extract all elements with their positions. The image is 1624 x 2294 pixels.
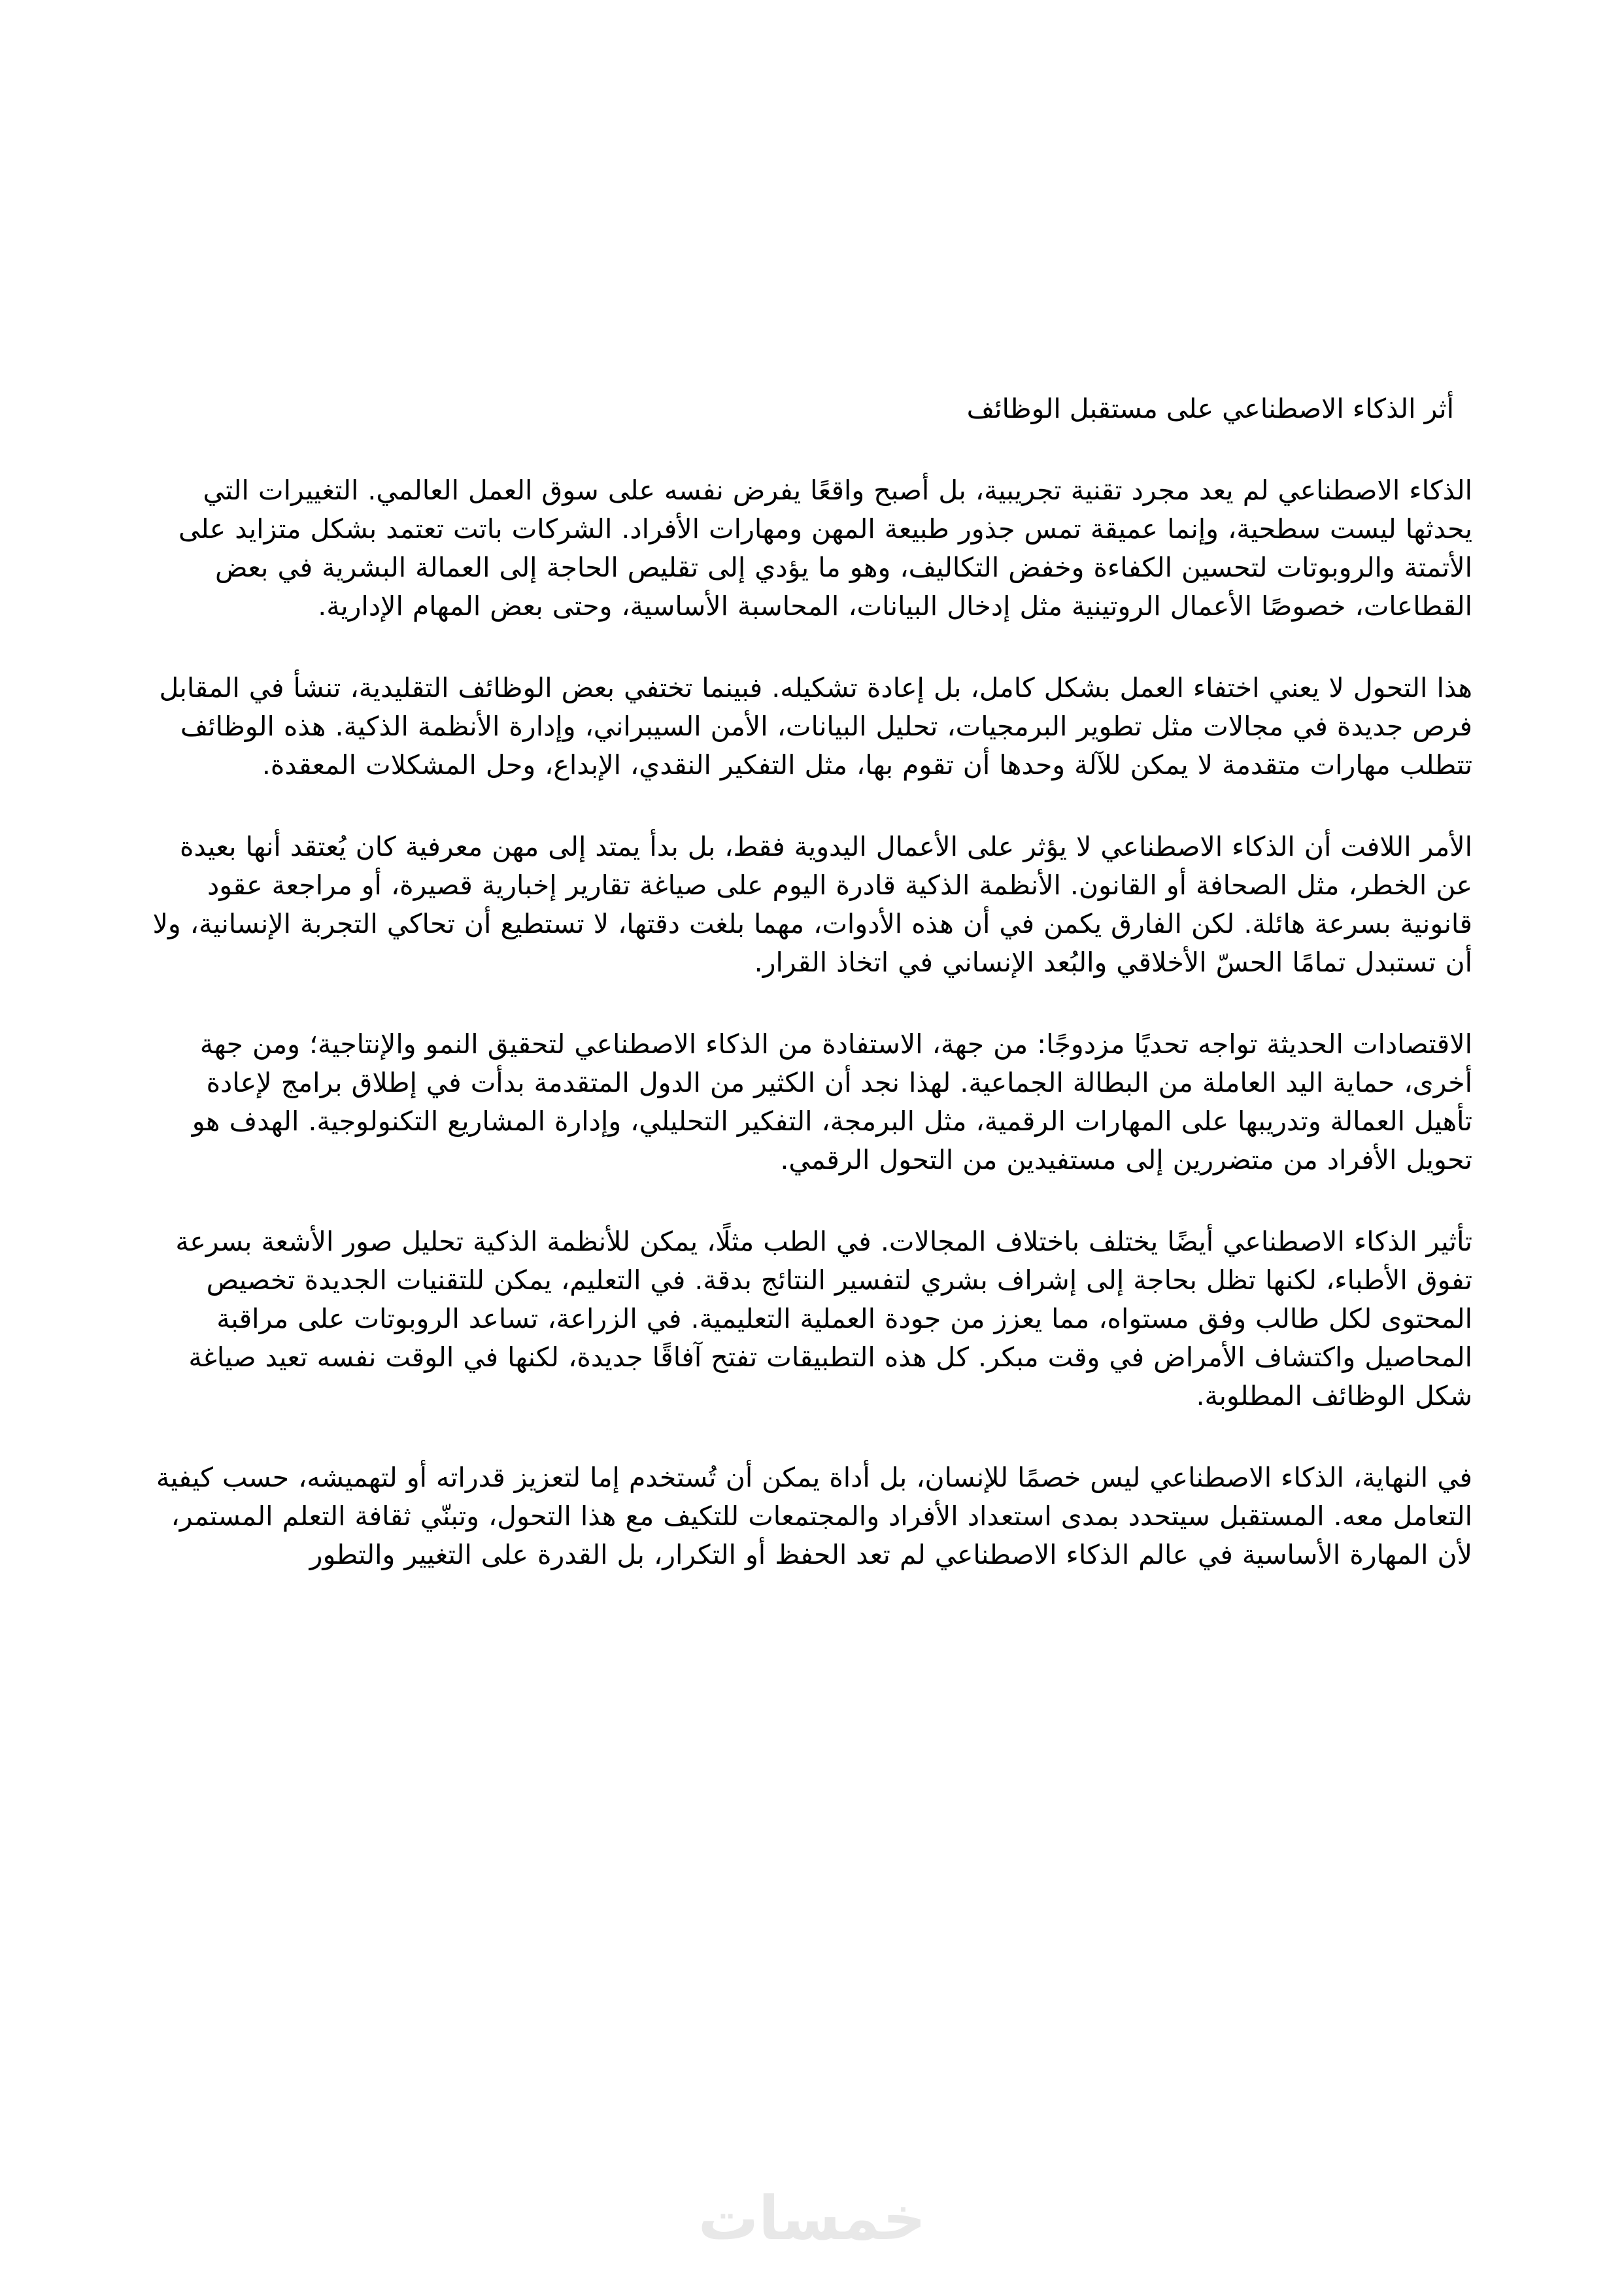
paragraph-conclusion: في النهاية، الذكاء الاصطناعي ليس خصمًا للإنسان، بل أداة يمكن أن تُستخدم إما لتعزيز قدراته أو لتهميشه، حسب كيفية التعامل معه. المستقبل سيتحدد بمدى استعداد الأفراد والمجتمعات للتكيف مع هذا التحول، وتبنّي ثقافة التعلم المستمر، لأن المهارة الأساسية في عالم الذكاء الاصطناعي لم تعد الحفظ أو التكرار، بل القدرة على التغيير والتطور [156,1462,1472,1570]
paragraph-ai-reality: الذكاء الاصطناعي لم يعد مجرد تقنية تجريبية، بل أصبح واقعًا يفرض نفسه على سوق العمل العالمي. التغييرات التي يحدثها ليست سطحية، وإنما عميقة تمس جذور طبيعة المهن ومهارات الأفراد. الشركات باتت تعتمد بشكل متزايد على الأتمتة والروبوتات لتحسين الكفاءة وخفض التكاليف، وهو ما يؤدي إلى تقليص الحاجة إلى العمالة البشرية في بعض القطاعات، خصوصًا الأعمال الروتينية مثل إدخال البيانات، المحاسبة الأساسية، وحتى بعض المهام الإدارية. [178,475,1472,622]
paragraph-sector-differences: تأثير الذكاء الاصطناعي أيضًا يختلف باختلاف المجالات. في الطب مثلًا، يمكن للأنظمة الذكية تحليل صور الأشعة بسرعة تفوق الأطباء، لكنها تظل بحاجة إلى إشراف بشري لتفسير النتائج بدقة. في التعليم، يمكن للتقنيات الجديدة تخصيص المحتوى لكل طالب وفق مستواه، مما يعزز من جودة العملية التعليمية. في الزراعة، تساعد الروبوتات على مراقبة المحاصيل واكتشاف الأمراض في وقت مبكر. كل هذه التطبيقات تفتح آفاقًا جديدة، لكنها في الوقت نفسه تعيد صياغة شكل الوظائف المطلوبة. [175,1226,1472,1411]
paragraph-economies-dual-challenge: الاقتصادات الحديثة تواجه تحديًا مزدوجًا: من جهة، الاستفادة من الذكاء الاصطناعي لتحقيق النمو والإنتاجية؛ ومن جهة أخرى، حماية اليد العاملة من البطالة الجماعية. لهذا نجد أن الكثير من الدول المتقدمة بدأت في إطلاق برامج لإعادة تأهيل العمالة وتدريبها على المهارات الرقمية، مثل البرمجة، التفكير التحليلي، وإدارة المشاريع التكنولوجية. الهدف هو تحويل الأفراد من متضررين إلى مستفيدين من التحول الرقمي. [192,1028,1472,1175]
paragraph-knowledge-professions: الأمر اللافت أن الذكاء الاصطناعي لا يؤثر على الأعمال اليدوية فقط، بل بدأ يمتد إلى مهن معرفية كان يُعتقد أنها بعيدة عن الخطر، مثل الصحافة أو القانون. الأنظمة الذكية قادرة اليوم على صياغة تقارير إخبارية قصيرة، أو مراجعة عقود قانونية بسرعة هائلة. لكن الفارق يكمن في أن هذه الأدوات، مهما بلغت دقتها، لا تستطيع أن تحاكي التجربة الإنسانية، ولا أن تستبدل تمامًا الحسّ الأخلاقي والبُعد الإنساني في اتخاذ القرار. [152,831,1472,978]
khamsat-watermark: خمسات [698,2184,926,2253]
document-title: أثر الذكاء الاصطناعي على مستقبل الوظائف [966,393,1454,424]
document-body [152,390,1472,1617]
paragraph-work-reshaping: هذا التحول لا يعني اختفاء العمل بشكل كامل، بل إعادة تشكيله. فبينما تختفي بعض الوظائف التقليدية، تنشأ في المقابل فرص جديدة في مجالات مثل تطوير البرمجيات، تحليل البيانات، الأمن السيبراني، وإدارة الأنظمة الذكية. هذه الوظائف تتطلب مهارات متقدمة لا يمكن للآلة وحدها أن تقوم بها، مثل التفكير النقدي، الإبداع، وحل المشكلات المعقدة. [159,672,1472,781]
